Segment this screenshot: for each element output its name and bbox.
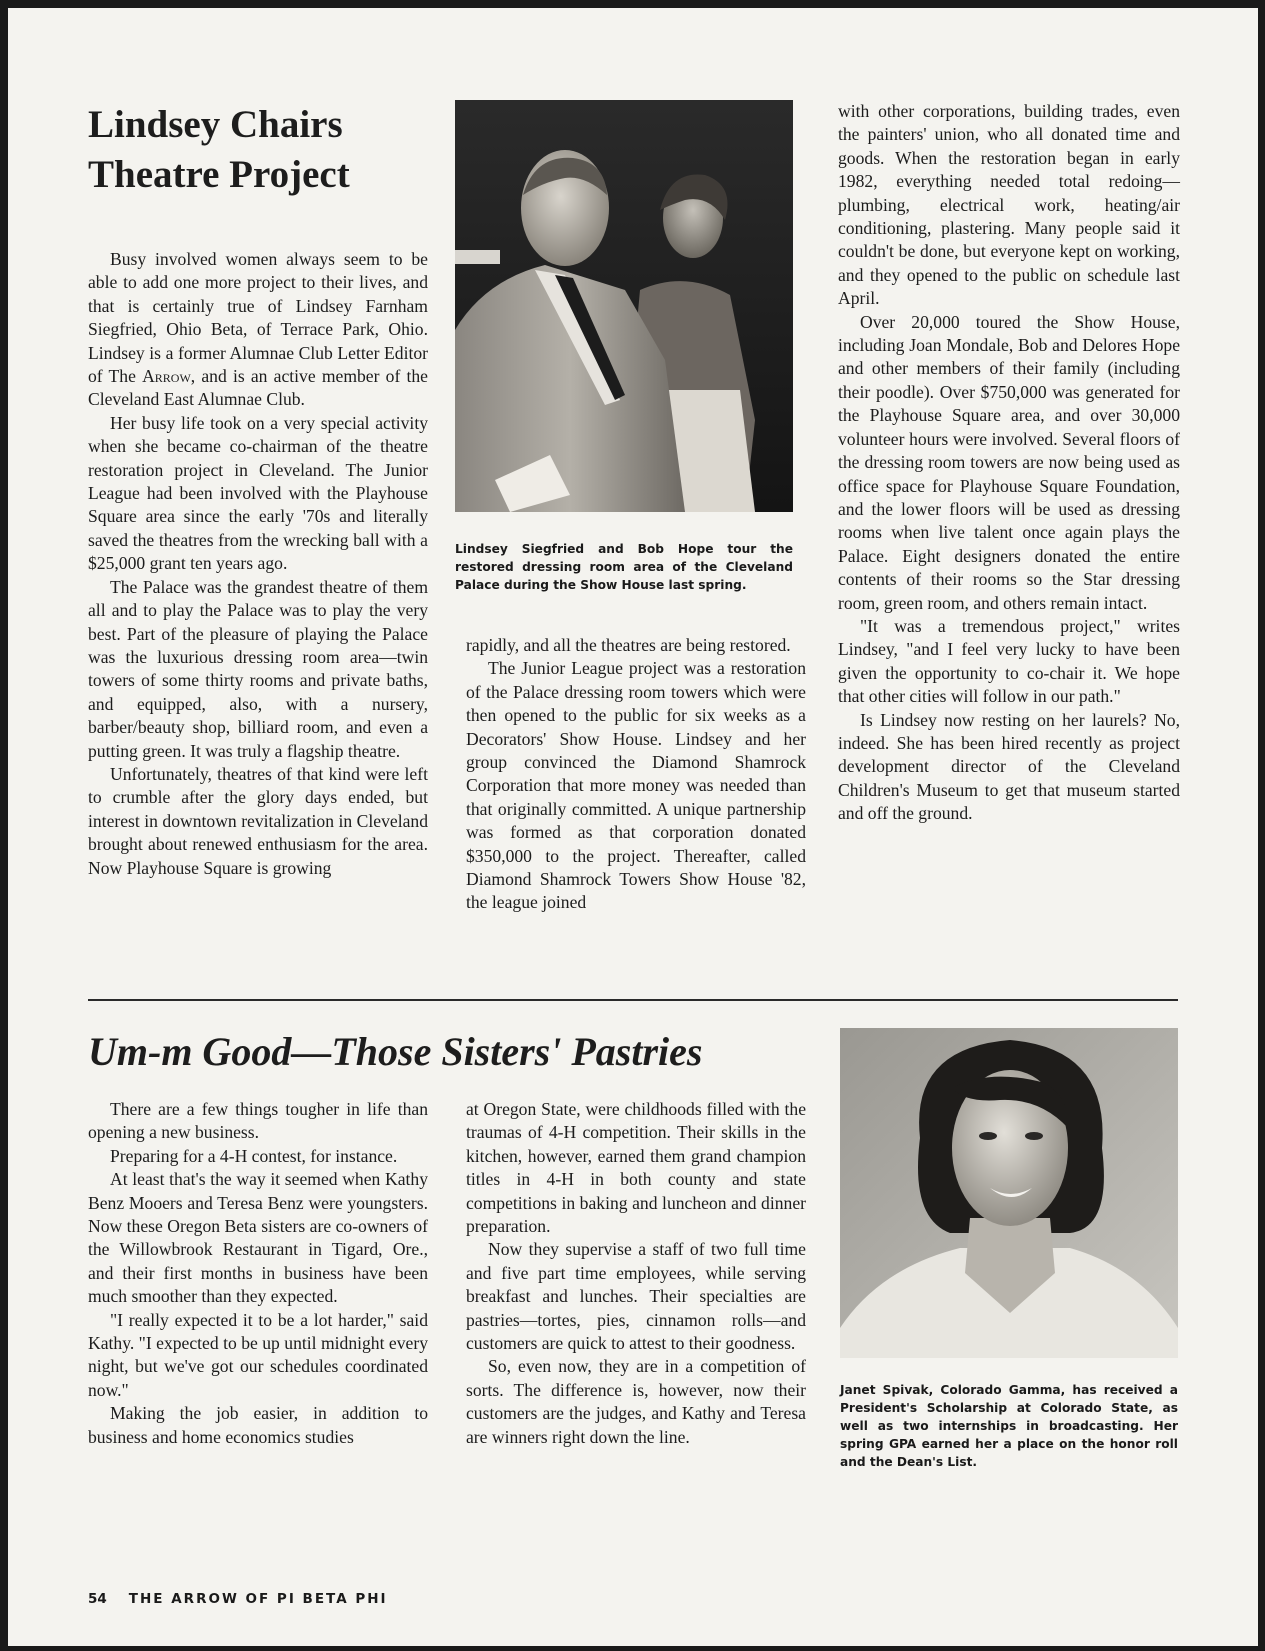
paragraph: Now they supervise a staff of two full time and five part time employees, while serving breakfast and lunches. Their specialties are pastries—tortes, pies, cinnamon rolls—and customers are quick to attest to their goodness. [466, 1239, 806, 1354]
photo-caption: Lindsey Siegfried and Bob Hope tour the restored dressing room area of the Cleveland Palace during the Show House last spring. [455, 542, 793, 592]
article-column-3 [838, 100, 1180, 826]
paragraph: rapidly, and all the theatres are being restored. [466, 635, 791, 655]
paragraph: Unfortunately, theatres of that kind were left to crumble after the glory days ended, but interest in downtown revitalization in Cleveland brought about renewed enthusiasm for the area. Now Playhouse Square is growing [88, 763, 428, 878]
title-line-1: Lindsey Chairs [88, 103, 343, 146]
paragraph: The Junior League project was a restoration of the Palace dressing room towers which were then opened to the public for six weeks as a Decorators' Show House. Lindsey and her group convinced the Diamond Shamrock Corporation that more money was needed than that originally committed. A unique partnership was formed as that corporation donated $350,000 to the project. Thereafter, called Diamond Shamrock Towers Show House '82, the league joined [466, 658, 806, 913]
paragraph: Over 20,000 toured the Show House, including Joan Mondale, Bob and Delores Hope and other members of their family (including their poodle). Over $750,000 was generated for the Playhouse Square area, and over 30,000 volunteer hours were involved. Several floors of the dressing room towers are now being used as office space for Playhouse Square Foundation, and the lower floors will be used as dressing rooms when live talent once again plays the Palace. Eight designers donated the entire contents of their rooms so the Star dressing room, green room, and others remain intact. [838, 311, 1180, 613]
article2-column-2 [466, 1098, 806, 1449]
article-column-2 [466, 634, 806, 915]
article-title [88, 100, 428, 200]
photo-janet-spivak [840, 1028, 1178, 1358]
paragraph: Busy involved women always seem to be able to add one more project to their lives, and that is certainly true of Lindsey Farnham Siegfried, Ohio Beta, of Terrace Park, Ohio. Lindsey is a former Alumnae Club Letter Editor of The Arrow, and is an active member of the Cleveland East Alumnae Club. [88, 249, 428, 410]
photo-lindsey-and-bob-hope [455, 100, 793, 512]
paragraph: Preparing for a 4-H contest, for instance. [110, 1145, 398, 1166]
article2-column-1 [88, 1098, 428, 1449]
paragraph: "I really expected it to be a lot harder," said Kathy. "I expected to be up until midnight every night, but we've got our schedules coordinated now." [88, 1309, 428, 1400]
publication-name: THE ARROW OF PI BETA PHI [128, 1591, 388, 1607]
paragraph: "It was a tremendous project," writes Lindsey, "and I feel very lucky to have been given the opportunity to co-chair it. We hope that other cities will follow in our path." [838, 615, 1180, 707]
paragraph: Is Lindsey now resting on her laurels? No, indeed. She has been hired recently as project development director of the Cleveland Children's Museum to get that museum started and off the ground. [838, 709, 1180, 824]
paragraph: Making the job easier, in addition to business and home economics studies [88, 1403, 428, 1447]
magazine-page [8, 8, 1258, 1646]
paragraph: The Palace was the grandest theatre of them all and to play the Palace was to play the very best. Part of the pleasure of playing the Palace was the luxurious dressing room area—twin towers of some thirty rooms and private baths, and equipped, also, with a nursery, barber/beauty shop, billiard room, and even a putting green. It was truly a flagship theatre. [88, 576, 428, 761]
article-title-pastries: Um-m Good—Those Sisters' Pastries [88, 1029, 703, 1074]
page-number: 54 [88, 1591, 107, 1607]
paragraph: Her busy life took on a very special activity when she became co-chairman of the theatre restoration project in Cleveland. The Junior League had been involved with the Playhouse Square area since the early '70s and literally saved the theatres from the wrecking ball with a $25,000 grant ten years ago. [88, 412, 428, 574]
page-footer [88, 1591, 388, 1607]
paragraph: At least that's the way it seemed when Kathy Benz Mooers and Teresa Benz were youngsters. Now these Oregon Beta sisters are co-owners of the Willowbrook Restaurant in Tigard, Ore., and their first months in business have been much smoother than they expected. [88, 1169, 428, 1307]
title-line-2: Theatre Project [88, 153, 350, 196]
section-divider [88, 999, 1178, 1001]
article-column-1 [88, 248, 428, 880]
arrow-magazine-name: Arrow [142, 366, 191, 387]
paragraph: There are a few things tougher in life than opening a new business. [88, 1099, 428, 1143]
paragraph: at Oregon State, were childhoods filled with the traumas of 4-H competition. Their skills in the kitchen, however, earned them grand champion titles in 4-H in both county and state competitions in baking and luncheon and dinner preparation. [466, 1099, 806, 1237]
paragraph: So, even now, they are in a competition of sorts. The difference is, however, now their customers are the judges, and Kathy and Teresa are winners right down the line. [466, 1356, 806, 1447]
photo-caption: Janet Spivak, Colorado Gamma, has received a President's Scholarship at Colorado State, as well as two internships in broadcasting. Her spring GPA earned her a place on the honor roll and the Dean's List. [840, 1383, 1178, 1469]
paragraph: with other corporations, building trades, even the painters' union, who all donated time and goods. When the restoration began in early 1982, everything needed total redoing—plumbing, electrical work, heating/air conditioning, plastering. Many people said it couldn't be done, but everyone kept on working, and they opened to the public on schedule last April. [838, 101, 1180, 309]
